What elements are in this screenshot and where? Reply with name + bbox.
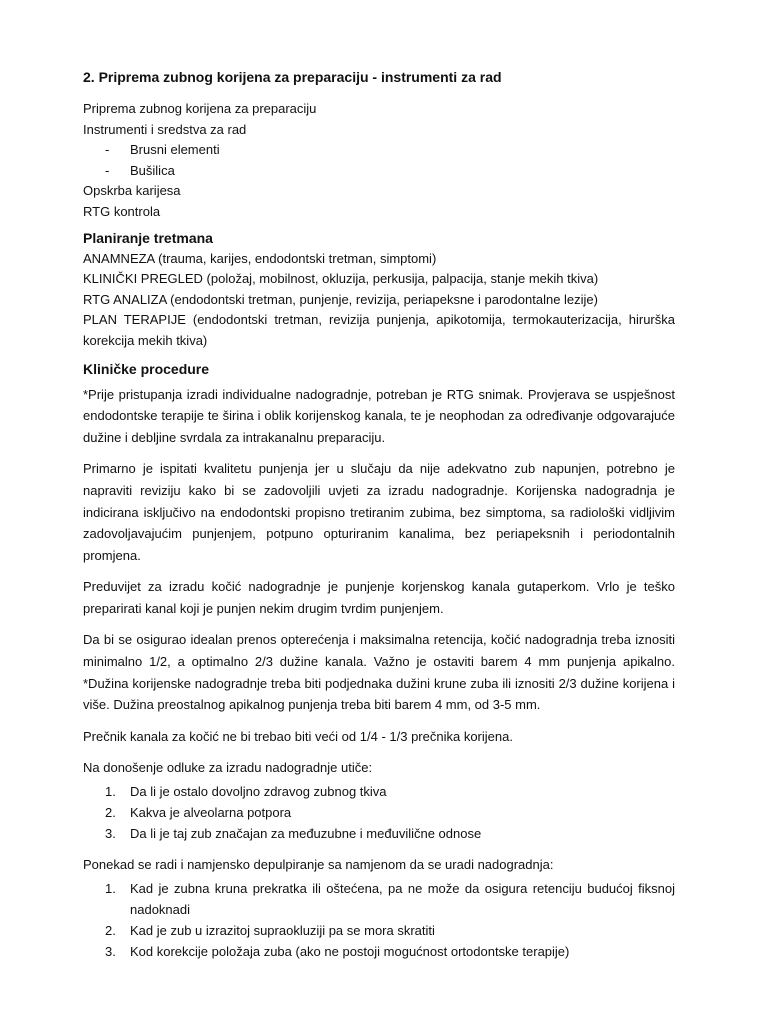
list-number: 2. bbox=[105, 805, 116, 821]
intro-line-4: RTG kontrola bbox=[83, 203, 161, 219]
paragraph-precnik: Prečnik kanala za kočić ne bi trebao biti veći od 1/4 - 1/3 prečnika korijena. bbox=[83, 728, 513, 744]
intro-line-2: Instrumenti i sredstva za rad bbox=[83, 121, 247, 137]
paragraph-rtg: *Prije pristupanja izradi individualne nadogradnje, potreban je RTG snimak. Provjerava se uspješnost endodontske terapije te širina i oblik korijenskog kanala, te je neophodan za određivanje odgovarajuće dužine i debljine svrdala za intrakanalnu preparaciju. bbox=[83, 386, 675, 445]
section-title: 2. Priprema zubnog korijena za preparaciju - instrumenti za rad bbox=[83, 69, 502, 85]
list-number: 3. bbox=[105, 943, 116, 959]
list-item-text: Kakva je alveolarna potpora bbox=[130, 805, 292, 821]
list-number: 2. bbox=[105, 922, 116, 938]
numbered-list-item bbox=[83, 878, 675, 920]
spacer bbox=[83, 844, 675, 854]
planiranje-line: PLAN TERAPIJE (endodontski tretman, revizija punjenja, apikotomija, termokauterizacija, hirurška korekcija mekih tkiva) bbox=[83, 312, 675, 348]
paragraph-preduvijet: Preduvijet za izradu kočić nadogradnje je punjenje korjenskog kanala gutaperkom. Vrlo je teško preparirati kanal koji je punjen nekim drugim tvrdim punjenjem. bbox=[83, 579, 675, 616]
dash-list-item bbox=[83, 140, 675, 161]
klinicke-heading: Kliničke procedure bbox=[83, 360, 210, 377]
list-item-text: Kad je zub u izrazitoj supraokluziji pa se mora skratiti bbox=[130, 922, 435, 938]
dash-marker: - bbox=[105, 142, 110, 158]
numbered-list-item bbox=[83, 941, 675, 962]
dash-item-text: Bušilica bbox=[130, 162, 175, 178]
list-item-text: Da li je taj zub značajan za međuzubne i međuvilične odnose bbox=[130, 826, 482, 842]
planiranje-line: RTG ANALIZA (endodontski tretman, punjenje, revizija, periapeksne i parodontalne lezije) bbox=[83, 291, 598, 307]
dash-list-item bbox=[83, 161, 675, 182]
paragraph-odluka: Na donošenje odluke za izradu nadogradnje utiče: bbox=[83, 760, 373, 776]
list-item-text: Kod korekcije položaja zuba (ako ne postoji mogućnost ortodontske terapije) bbox=[130, 943, 570, 959]
numbered-list-item bbox=[83, 920, 675, 941]
intro-line-3: Opskrba karijesa bbox=[83, 183, 181, 199]
list-item-text: Kad je zubna kruna prekratka ili oštećena, pa ne može da osigura retenciju budućoj fiksnoj nadoknadi bbox=[130, 880, 675, 917]
numbered-list-item bbox=[83, 802, 675, 823]
numbered-list-item bbox=[83, 781, 675, 802]
dash-marker: - bbox=[105, 162, 110, 178]
paragraph-depulpiranje: Ponekad se radi i namjensko depulpiranje sa namjenom da se uradi nadogradnja: bbox=[83, 857, 554, 873]
document-page bbox=[83, 68, 675, 962]
numbered-list-item bbox=[83, 823, 675, 844]
dash-item-text: Brusni elementi bbox=[130, 142, 220, 158]
list-item-text: Da li je ostalo dovoljno zdravog zubnog tkiva bbox=[130, 784, 387, 800]
intro-line-1: Priprema zubnog korijena za preparaciju bbox=[83, 101, 317, 116]
list-number: 3. bbox=[105, 826, 116, 842]
list-number: 1. bbox=[105, 784, 116, 800]
paragraph-opterecenje: Da bi se osigurao idealan prenos opterećenja i maksimalna retencija, kočić nadogradnja treba iznositi minimalno 1/2, a optimalno 2/3 dužine kanala. Važno je ostaviti barem 4 mm punjenja apikalno. *Dužina korijenske nadogradnje treba biti podjednaka dužini krune zuba ili iznositi 2/3 dužine korijena i više. Dužina preostalnog apikalnog punjenja treba biti barem 4 mm, od 3-5 mm. bbox=[83, 632, 675, 713]
paragraph-kvaliteta: Primarno je ispitati kvalitetu punjenja jer u slučaju da nije adekvatno zub napunjen, potrebno je napraviti reviziju kako bi se zadovoljili uvjeti za izradu nadogradnje. Korijenska nadogradnja je indicirana isključivo na endodontski propisno tretiranim zubima, bez simptoma, sa radiološki vidljivim zadovoljavajućim punjenjem, potpuno opturiranim kanalima, bez periapeksnih i periodontalnih promjena. bbox=[83, 461, 675, 563]
planiranje-line: ANAMNEZA (trauma, karijes, endodontski tretman, simptomi) bbox=[83, 250, 437, 266]
list-number: 1. bbox=[105, 880, 116, 896]
planiranje-heading: Planiranje tretmana bbox=[83, 229, 213, 246]
planiranje-line: KLINIČKI PREGLED (položaj, mobilnost, okluzija, perkusija, palpacija, stanje mekih tkiva) bbox=[83, 271, 599, 287]
